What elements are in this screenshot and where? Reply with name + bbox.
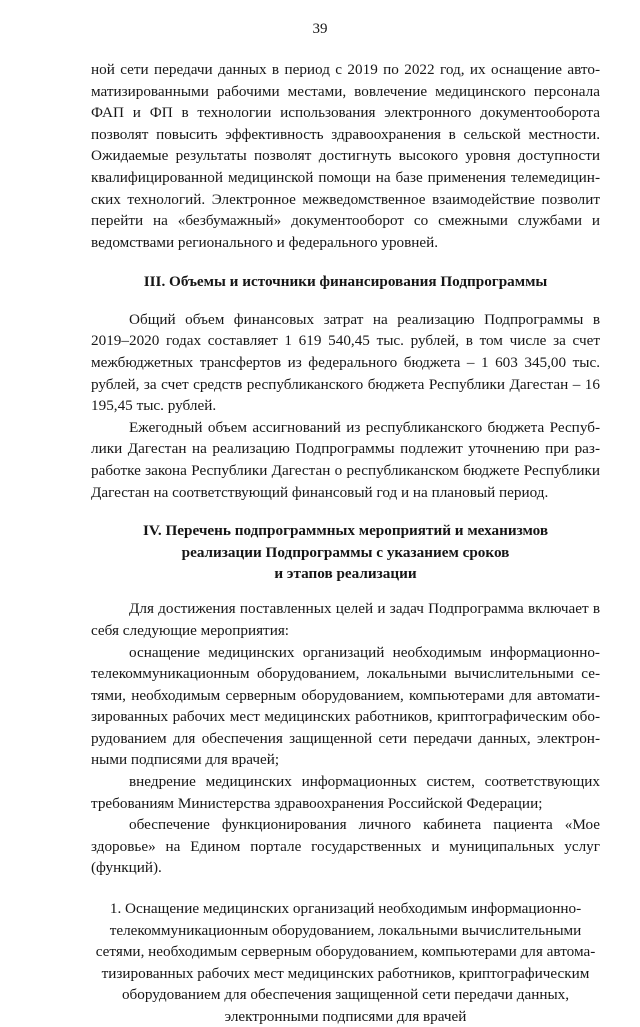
page-content: [91, 59, 600, 1027]
subsection-1-line-6: электронными подписями для врачей: [224, 1007, 467, 1025]
list-item-2: внедрение медицинских информационных систем, соответствующих требованиям Министерства здравоохранения Российской Федерации;: [91, 773, 600, 812]
section-3-paragraph-1: Общий объем финансовых затрат на реализацию Подпрограммы в 2019–2020 годах составляет 1 619 540,45 тыс. рублей, в том числе за счет межбюджетных трансфертов из федерального бюджета – 1 603 345,00 тыс. рублей, за счет средств республиканского бюджета Республики Дагестан – 16 195,45 тыс. рублей.: [91, 310, 600, 415]
section-4-intro: Для достижения поставленных целей и задач Подпрограмма включает в себя следующие мероприятия:: [91, 600, 600, 639]
subsection-1-line-4: тизированных рабочих мест медицинских работников, криптографическим: [101, 964, 590, 982]
subsection-1-line-2: телекоммуникационным оборудованием, локальными вычислительными: [109, 921, 582, 939]
subsection-1-heading: [91, 898, 600, 1027]
section-4-heading-line-1: IV. Перечень подпрограммных мероприятий и механизмов: [142, 522, 549, 540]
section-4-heading-line-3: и этапов реализации: [274, 564, 417, 582]
intro-paragraph: ной сети передачи данных в период с 2019 по 2022 год, их оснащение автоматизированными рабочими местами, вовлечение медицинского персонала ФАП и ФП в технологии использования электронного документооборота позволят повысить эффективность здравоохранения в сельской местности. Ожидаемые результаты позволят достигнуть высокого уровня доступности квалифицированной медицинской помощи на базе применения телемедицинских технологий. Электронное межведомственное взаимодействие позволит перейти на «безбумажный» документооборот со смежными службами и ведомствами регионального и федерального уровней.: [91, 61, 600, 251]
section-3-paragraph-2: Ежегодный объем ассигнований из республиканского бюджета Республики Дагестан на реализацию Подпрограммы подлежит уточнению при разработке закона Республики Дагестан о республиканском бюджете Республики Дагестан на соответствующий финансовый год и на плановый период.: [91, 418, 600, 501]
page-number: 39: [312, 21, 328, 37]
section-4-heading-line-2: реализации Подпрограммы с указанием сроков: [181, 543, 510, 561]
subsection-1-line-3: сетями, необходимым серверным оборудованием, компьютерами для автома-: [95, 943, 596, 961]
list-item-3: обеспечение функционирования личного кабинета пациента «Мое здоровье» на Едином портале государственных и муниципальных услуг (функций).: [91, 816, 600, 877]
subsection-1-line-5: оборудованием для обеспечения защищенной сети передачи данных,: [121, 986, 570, 1004]
subsection-1-line-1: 1. Оснащение медицинских организаций необходимым информационно-: [109, 900, 582, 918]
list-item-1: оснащение медицинских организаций необходимым информационно-телекоммуникационным оборудованием, локальными вычислительными сетями, необходимым серверным оборудованием, компьютерами для автоматизированных рабочих мест медицинских работников, криптографическим оборудованием для обеспечения защищенной сети передачи данных, электронными подписями для врачей;: [91, 643, 600, 769]
section-3-heading: III. Объемы и источники финансирования Подпрограммы: [143, 273, 548, 291]
section-4-heading: [91, 520, 600, 584]
